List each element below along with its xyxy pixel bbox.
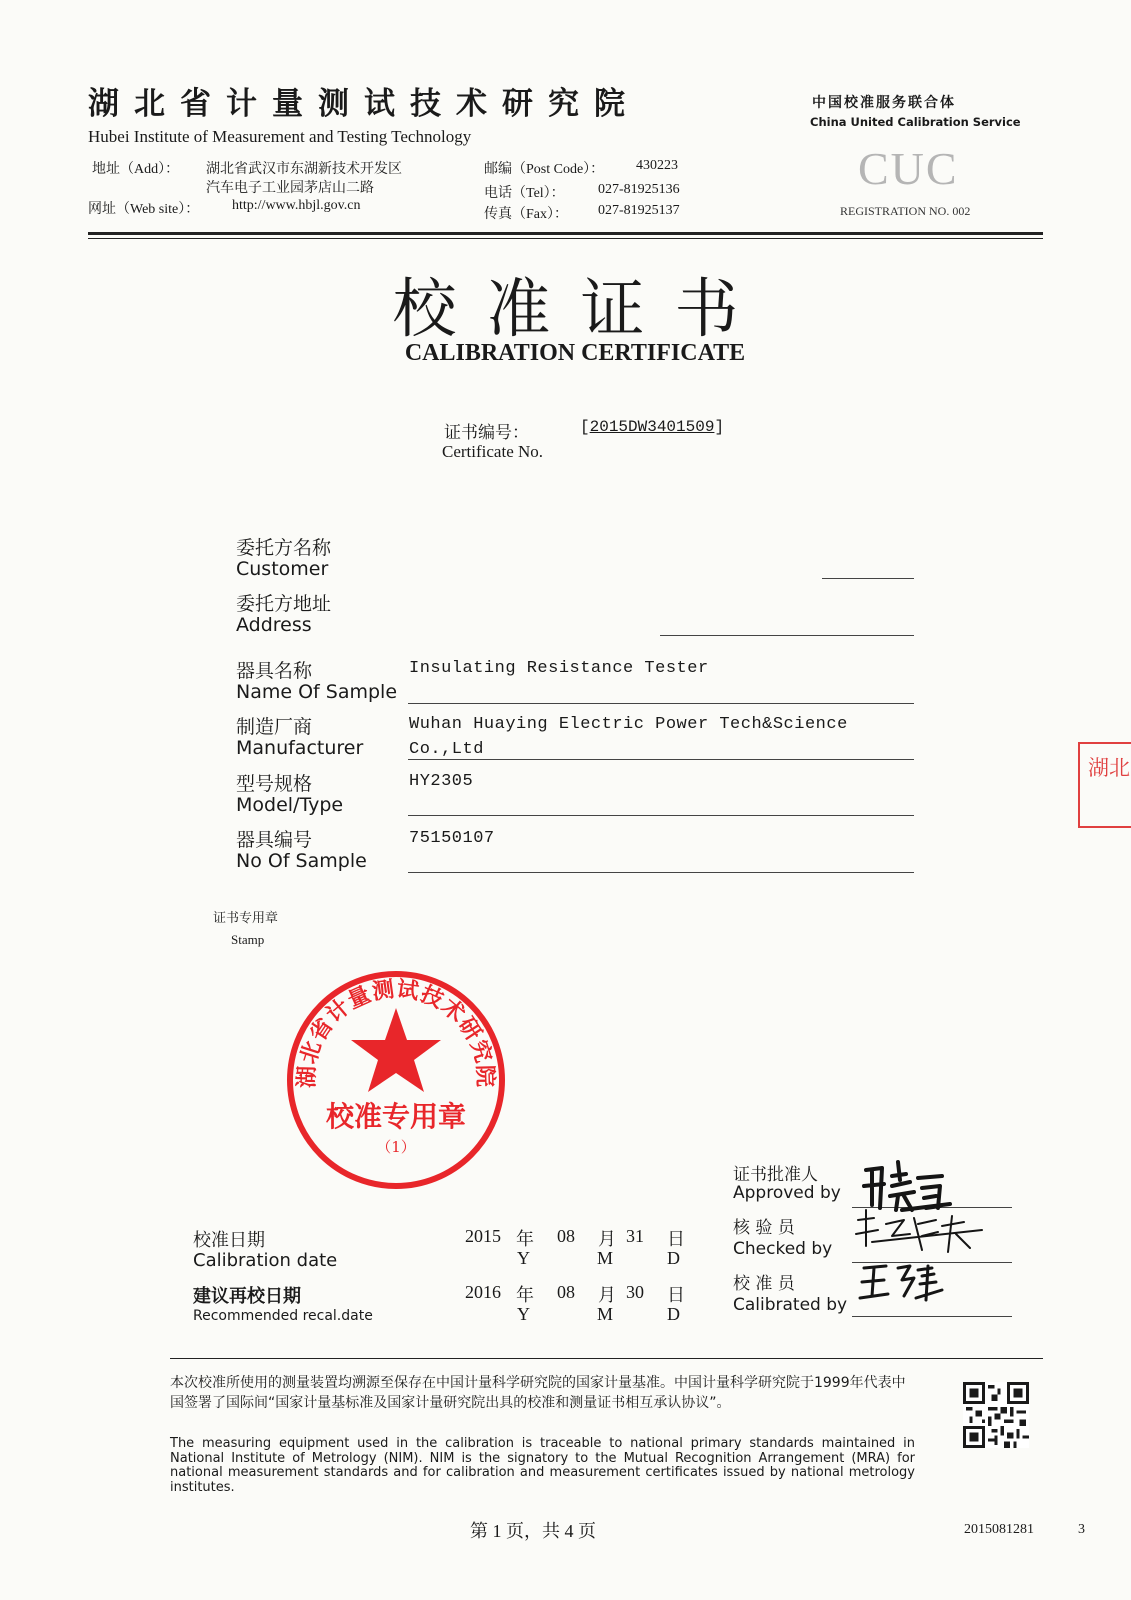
footer-statement-en: The measuring equipment used in the calibration is traceable to national primary standards maintained in National Institute of Metrology (NIM). NIM is the signatory to the Mutual Recognition Arrangement (MRA) for national measurement standards and for calibration and measurement certificates issued by national metrology institutes.: [170, 1436, 915, 1495]
model-label-cn: 型号规格: [236, 774, 313, 795]
address-field-label-en: Address: [236, 614, 312, 636]
calibration-year-unit: 年: [516, 1229, 534, 1249]
tel: 027-81925136: [598, 182, 680, 197]
address-line-2: 汽车电子工业园茅店山二路: [206, 181, 374, 196]
sample-no-label-cn: 器具编号: [236, 830, 313, 851]
fax: 027-81925137: [598, 203, 680, 218]
footer-statement-cn: 本次校准所使用的测量装置均溯源至保存在中国计量科学研究院的国家计量基准。中国计量科学研究院于1999年代表中国签署了国际间“国家计量基标准及国家计量研究院出具的校准和测量证书相互承认协议”。: [170, 1375, 906, 1411]
calibration-day: 31: [626, 1226, 644, 1246]
certificate-label-en: Certificate No.: [442, 442, 544, 461]
certificate-number: [2015DW3401509]: [580, 418, 725, 436]
calibration-month-unit: 月: [598, 1229, 616, 1249]
seal-number: （1）: [376, 1138, 416, 1156]
recal-date-label-cn: 建议再校日期: [193, 1286, 301, 1307]
institute-name-en: Hubei Institute of Measurement and Testing Technology: [88, 127, 472, 146]
side-stamp: 湖北: [1078, 742, 1131, 828]
certificate-number-value: 2015DW3401509: [589, 418, 715, 436]
cuc-logo: CUC: [858, 143, 959, 194]
institute-name-cn: 湖北省计量测试技术研究院: [88, 86, 640, 122]
customer-label-en: Customer: [236, 558, 329, 580]
sample-name-label-cn: 器具名称: [236, 661, 313, 682]
qr-code-icon: [963, 1382, 1029, 1448]
document-serial: 2015081281: [964, 1522, 1034, 1537]
customer-underline: [822, 578, 914, 579]
seal-ring-text: 湖北省计量测试技术研究院: [293, 976, 499, 1089]
recal-year: 2016: [465, 1282, 501, 1302]
sheet-number: 3: [1078, 1522, 1085, 1537]
recal-month-unit: 月: [598, 1285, 616, 1305]
model-underline: [408, 815, 914, 816]
checked-label-en: Checked by: [733, 1239, 833, 1259]
calibration-date-label-cn: 校准日期: [193, 1230, 265, 1251]
address-field-label-cn: 委托方地址: [236, 594, 332, 615]
sample-name-label-en: Name Of Sample: [236, 681, 398, 703]
recal-month: 08: [557, 1282, 575, 1302]
model-value: HY2305: [409, 772, 474, 791]
cuc-registration: REGISTRATION NO. 002: [840, 204, 971, 218]
calibration-month: 08: [557, 1226, 575, 1246]
address-label: 地址（Add）：: [92, 162, 180, 177]
stamp-label-en: Stamp: [231, 932, 265, 947]
certificate-label-cn: 证书编号：: [444, 423, 529, 442]
stamp-label-cn: 证书专用章: [213, 910, 279, 925]
sample-name-value: Insulating Resistance Tester: [409, 659, 709, 678]
sample-no-label-en: No Of Sample: [236, 850, 367, 872]
recal-day-unit: 日: [667, 1285, 685, 1305]
calibration-year: 2015: [465, 1226, 501, 1246]
calibration-month-unit-en: M: [597, 1248, 614, 1268]
postcode: 430223: [636, 158, 678, 173]
recal-date-label-en: Recommended recal.date: [193, 1308, 373, 1324]
address-line-1: 湖北省武汉市东湖新技术开发区: [206, 162, 402, 177]
cuc-name-cn: 中国校准服务联合体: [812, 95, 956, 111]
manufacturer-value: Wuhan Huaying Electric Power Tech&Science: [409, 715, 848, 734]
postcode-label: 邮编（Post Code）：: [484, 162, 605, 177]
sample-name-underline: [408, 703, 914, 704]
handwritten-signatures: [852, 1150, 1022, 1320]
calibration-year-unit-en: Y: [517, 1248, 530, 1268]
model-label-en: Model/Type: [236, 794, 344, 816]
seal-star-icon: [351, 1008, 441, 1092]
title-cn: 校准证书: [392, 274, 769, 345]
fax-label: 传真（Fax）：: [484, 207, 568, 222]
address-underline: [660, 635, 914, 636]
header-rule: [88, 232, 1043, 235]
calibration-seal: [284, 968, 508, 1192]
recal-year-unit: 年: [516, 1285, 534, 1305]
manufacturer-label-en: Manufacturer: [236, 737, 364, 759]
manufacturer-label-cn: 制造厂商: [236, 717, 313, 738]
website-label: 网址（Web site）：: [88, 202, 200, 217]
checked-label-cn: 核 验 员: [733, 1218, 795, 1238]
manufacturer-value-line2: Co.,Ltd: [409, 740, 484, 759]
sample-no-underline: [408, 872, 914, 873]
cuc-name-en: China United Calibration Service: [810, 115, 1021, 129]
seal-center-text: 校准专用章: [325, 1100, 467, 1133]
approved-label-cn: 证书批准人: [733, 1165, 818, 1185]
customer-label-cn: 委托方名称: [236, 538, 332, 559]
approved-label-en: Approved by: [733, 1183, 841, 1203]
website: http://www.hbjl.gov.cn: [232, 198, 361, 213]
manufacturer-underline: [408, 759, 914, 760]
calibrated-label-en: Calibrated by: [733, 1295, 848, 1315]
calibration-day-unit: 日: [667, 1229, 685, 1249]
recal-day-unit-en: D: [667, 1304, 680, 1324]
calibration-date-label-en: Calibration date: [193, 1250, 338, 1271]
page-number: 第 1 页，共 4 页: [470, 1521, 596, 1541]
header-rule-thin: [88, 238, 1043, 239]
title-en: CALIBRATION CERTIFICATE: [404, 340, 746, 366]
recal-month-unit-en: M: [597, 1304, 614, 1324]
recal-day: 30: [626, 1282, 644, 1302]
sample-no-value: 75150107: [409, 829, 495, 848]
calibrated-label-cn: 校 准 员: [733, 1274, 795, 1294]
tel-label: 电话（Tel）：: [484, 186, 565, 201]
calibration-day-unit-en: D: [667, 1248, 680, 1268]
footer-rule: [170, 1358, 1043, 1359]
recal-year-unit-en: Y: [517, 1304, 530, 1324]
